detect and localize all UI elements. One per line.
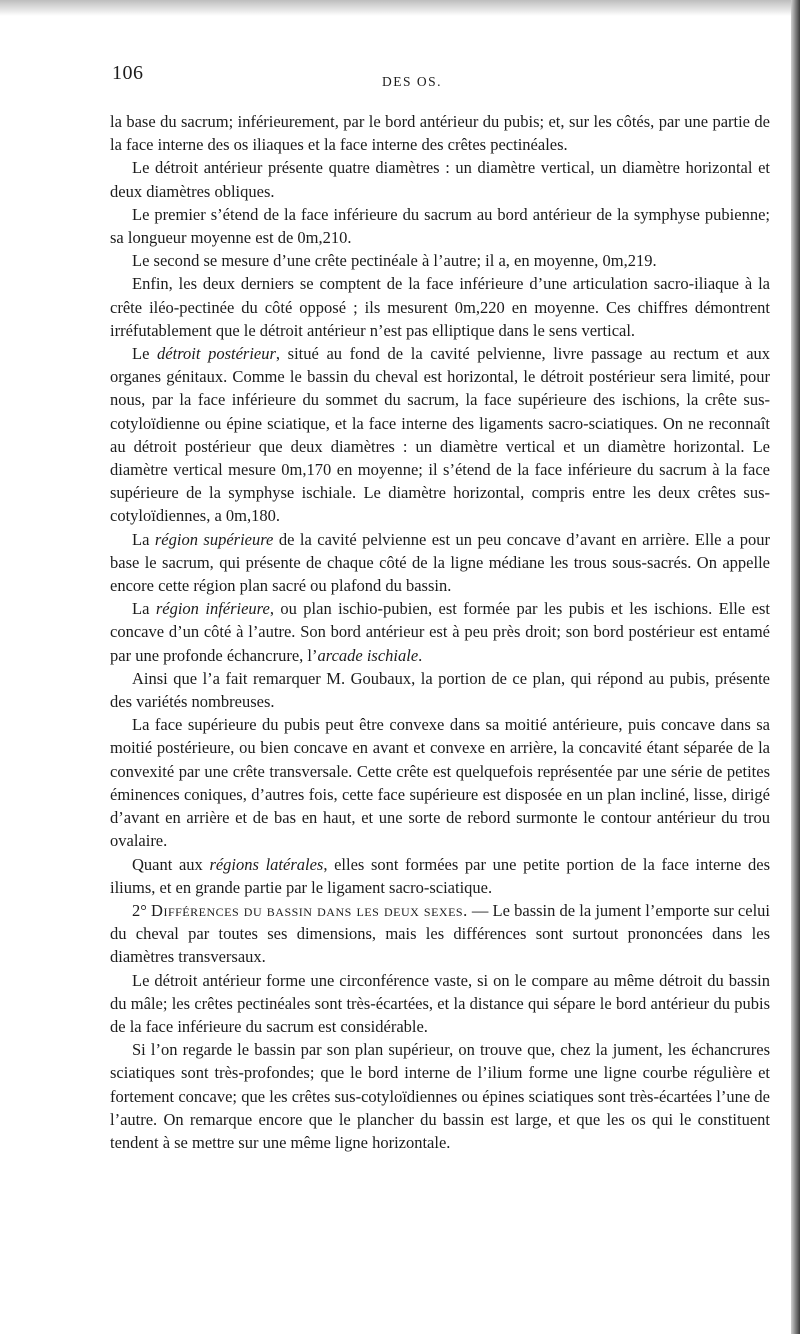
- text-run: , situé au fond de la cavité pelvienne, livre passage au rectum et aux organes génitaux. Comme le bassin du cheval est horizontal, le détroit postérieur sera limité, pour nous, par la face inférieure du sommet du sacrum, la face supérieure des ischions, la crête sus-cotyloïdienne ou épine sciatique, et la face interne des ligaments sacro-sciatiques. On ne reconnaît au détroit postérieur que deux diamètres : un diamètre vertical et un diamètre horizontal. Le diamètre vertical mesure 0m,170 en moyenne; il s’étend de la face inférieure du sacrum à la face supérieure de la symphyse ischiale. Le diamètre horizontal, compris entre les deux crêtes sus-cotyloïdiennes, a 0m,180.: [110, 344, 771, 526]
- text-run: La: [132, 529, 155, 549]
- paragraph: Le détroit antérieur forme une circonférence vaste, si on le compare au même détroit du bassin du mâle; les crêtes pectinéales sont très-écartées, et la distance qui sépare le bord antérieur du pubis de la face inférieure du sacrum est considérable.: [110, 970, 770, 1036]
- paragraph: [110, 899, 770, 969]
- text-run: .: [418, 645, 423, 665]
- page-binding-edge: [791, 0, 800, 1334]
- section-number: 2°: [132, 900, 147, 920]
- text-run: , elles sont formées par une petite portion de la face interne des iliums, et en grande partie par le ligament sacro-sciatique.: [110, 854, 770, 897]
- paragraph: [110, 597, 770, 667]
- section-heading: Différences du bassin dans les deux sexes.: [151, 900, 468, 920]
- italic-term: régions latérales: [209, 854, 324, 874]
- italic-term: région inférieure: [155, 599, 270, 619]
- italic-term: région supérieure: [154, 529, 274, 549]
- italic-term: détroit postérieur: [157, 344, 276, 364]
- paragraph: Ainsi que l’a fait remarquer M. Goubaux, la portion de ce plan, qui répond au pubis, présente des variétés nombreuses.: [110, 668, 770, 712]
- text-run: , ou plan ischio-pubien, est formée par les pubis et les ischions. Elle est concave d’un côté à l’autre. Son bord antérieur est à peu près droit; son bord postérieur est entamé par une profonde échancrure, l’: [110, 599, 770, 665]
- text-run: — Le bassin de la jument l’emporte sur celui du cheval par toutes ses dimensions, mais les différences sont surtout prononcées dans les diamètres transversaux.: [110, 900, 770, 967]
- page-top-shadow: [0, 0, 800, 16]
- paragraph: la base du sacrum; inférieurement, par le bord antérieur du pubis; et, sur les côtés, par une partie de la face interne des os iliaques et la face interne des crêtes pectinéales.: [110, 112, 770, 155]
- paragraph: Le détroit antérieur présente quatre diamètres : un diamètre vertical, un diamètre horizontal et deux diamètres obliques.: [110, 158, 770, 201]
- page-header: [112, 62, 772, 92]
- paragraph: Enfin, les deux derniers se comptent de la face inférieure d’une articulation sacro-iliaque à la crête iléo-pectinée du côté opposé ; ils mesurent 0m,220 en moyenne. Ces chiffres démontrent irréfutablement que le détroit antérieur n’est pas elliptique dans le sens vertical.: [110, 274, 770, 340]
- paragraph: Si l’on regarde le bassin par son plan supérieur, on trouve que, chez la jument, les échancrures sciatiques sont très-profondes; que le bord interne de l’ilium forme une ligne courbe régulière et fortement concave; que les crêtes sus-cotyloïdiennes ou épines sciatiques sont très-écartées l’une de l’autre. On remarque encore que le plancher du bassin est large, et que les os qui le constituent tendent à se mettre sur une même ligne horizontale.: [110, 1040, 770, 1152]
- paragraph: La face supérieure du pubis peut être convexe dans sa moitié antérieure, puis concave dans sa moitié postérieure, ou bien concave en avant et convexe en arrière, la concavité étant séparée de la convexité par une crête transversale. Cette crête est quelquefois représentée par une série de petites éminences coniques, d’autres fois, cette face supérieure est disposée en un plan incliné, lisse, dirigé d’avant en arrière et de bas en haut, et une sorte de rebord surmonte le contour antérieur du trou ovalaire.: [110, 715, 770, 851]
- body-text: [110, 110, 770, 1154]
- page-number: 106: [112, 62, 144, 84]
- paragraph: [110, 342, 770, 528]
- paragraph: Le premier s’étend de la face inférieure du sacrum au bord antérieur de la symphyse pubienne; sa longueur moyenne est de 0m,210.: [110, 204, 770, 248]
- paragraph: [110, 528, 770, 598]
- text-run: Quant aux: [132, 854, 210, 874]
- text-run: La: [132, 599, 156, 619]
- running-title: DES OS.: [382, 74, 443, 89]
- paragraph: Le second se mesure d’une crête pectinéale à l’autre; il a, en moyenne, 0m,219.: [132, 251, 657, 271]
- text-run: Le: [132, 344, 158, 364]
- paragraph: [110, 853, 770, 899]
- italic-term: arcade ischiale: [317, 645, 419, 665]
- text-run: de la cavité pelvienne est un peu concave d’avant en arrière. Elle a pour base le sacrum, qui présente de chaque côté de la ligne médiane les trous sous-sacrés. On appelle encore cette région plan sacré ou plafond du bassin.: [110, 529, 770, 596]
